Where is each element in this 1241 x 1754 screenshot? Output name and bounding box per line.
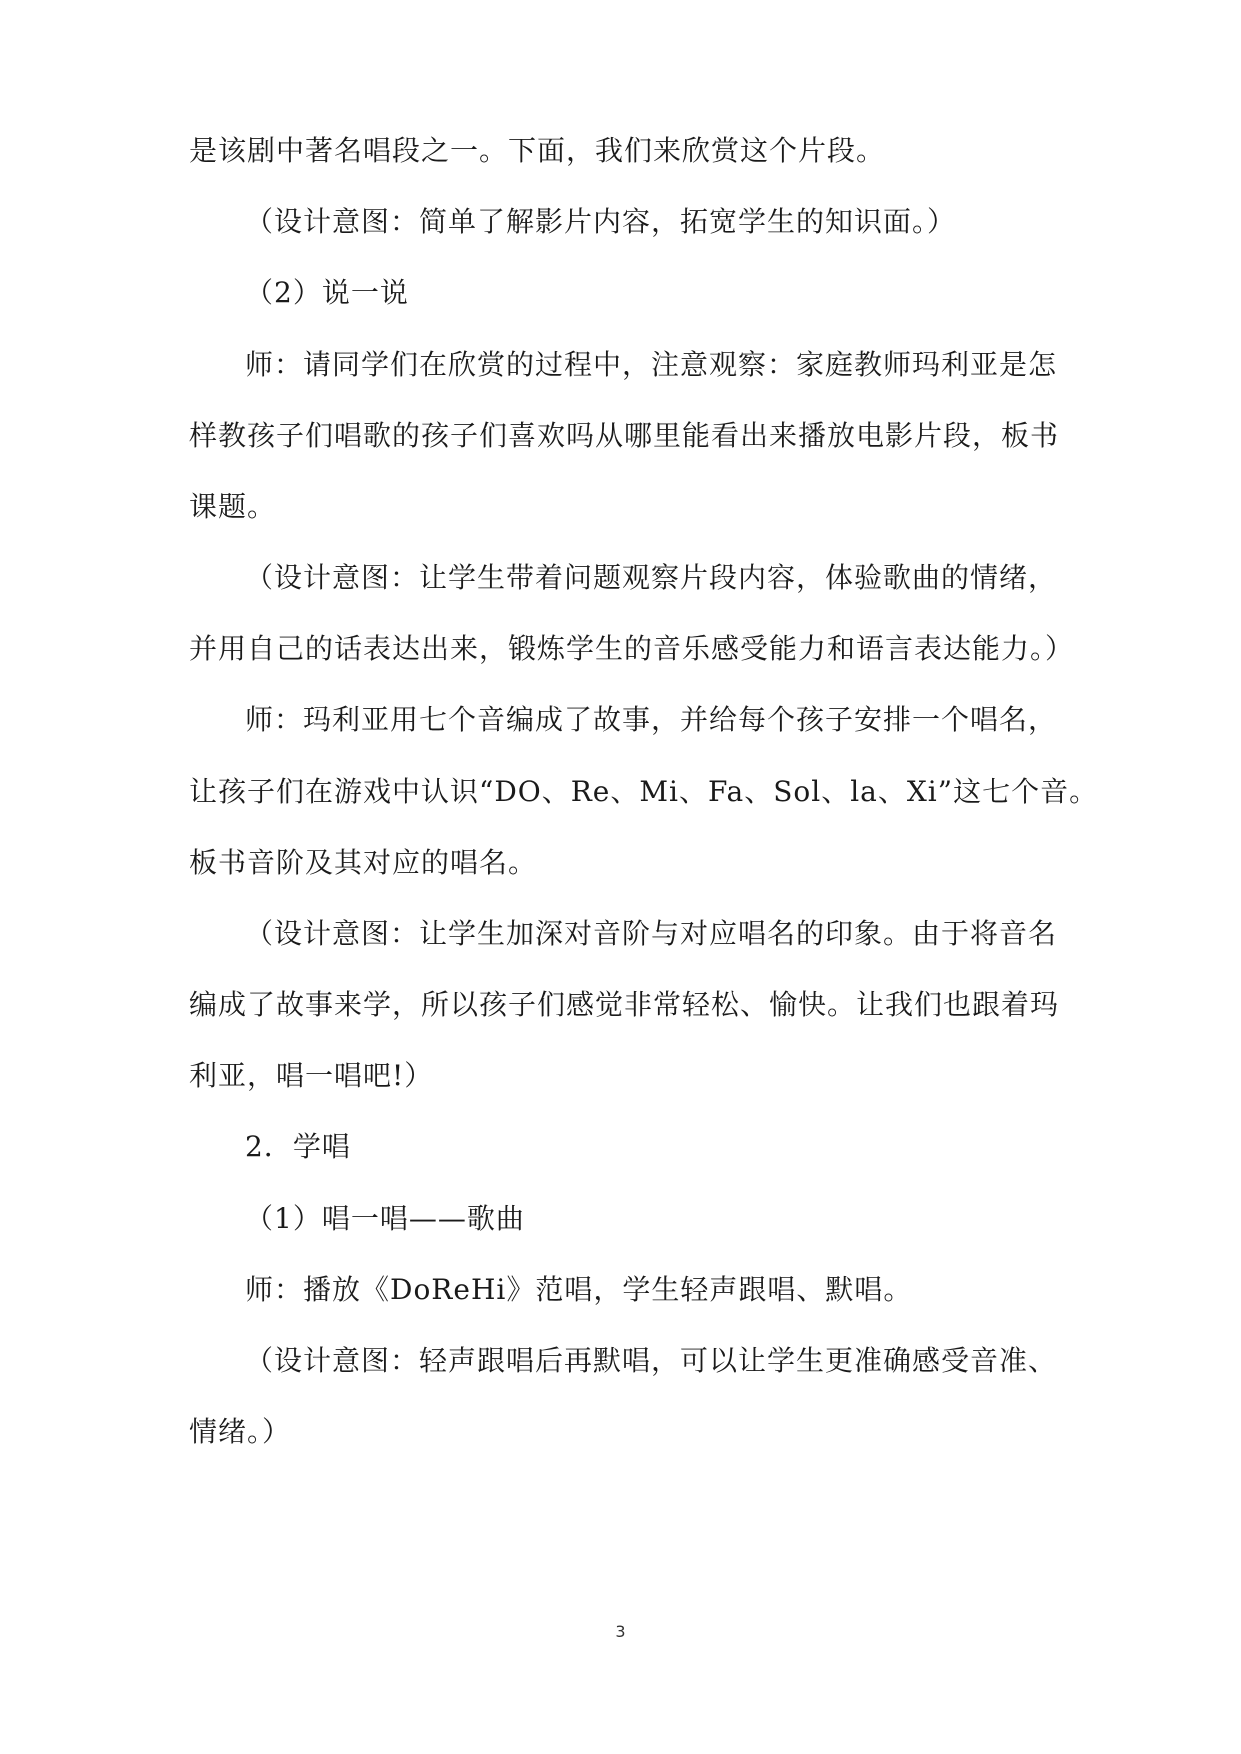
text-line: 让孩子们在游戏中认识“DO、Re、Mi、Fa、Sol、la、Xi”这七个音。 <box>189 775 1099 808</box>
text-line: 2．学唱 <box>245 1130 351 1163</box>
text-line: 编成了故事来学，所以孩子们感觉非常轻松、愉快。让我们也跟着玛 <box>189 988 1060 1021</box>
page-number: 3 <box>615 1622 626 1641</box>
text-line: 是该剧中著名唱段之一。下面，我们来欣赏这个片段。 <box>189 134 886 167</box>
text-line: （设计意图：轻声跟唱后再默唱，可以让学生更准确感受音准、 <box>245 1344 1058 1377</box>
text-line: 师：玛利亚用七个音编成了故事，并给每个孩子安排一个唱名， <box>245 703 1058 736</box>
text-line: 并用自己的话表达出来，锻炼学生的音乐感受能力和语言表达能力。） <box>189 632 1075 665</box>
text-line: 课题。 <box>189 490 277 523</box>
text-line: 利亚，唱一唱吧!） <box>189 1059 434 1092</box>
text-line: 情绪。） <box>189 1415 292 1448</box>
text-line: 师：请同学们在欣赏的过程中，注意观察：家庭教师玛利亚是怎 <box>245 348 1058 381</box>
text-line: （2）说一说 <box>245 276 409 309</box>
text-line: （1）唱一唱——歌曲 <box>245 1202 525 1235</box>
text-line: 师：播放《DoReHi》范唱，学生轻声跟唱、默唱。 <box>245 1273 913 1306</box>
text-line: 板书音阶及其对应的唱名。 <box>189 846 538 879</box>
text-line: （设计意图：让学生加深对音阶与对应唱名的印象。由于将音名 <box>245 917 1058 950</box>
text-line: （设计意图：简单了解影片内容，拓宽学生的知识面。） <box>245 205 957 238</box>
text-line: （设计意图：让学生带着问题观察片段内容，体验歌曲的情绪， <box>245 561 1058 594</box>
text-line: 样教孩子们唱歌的孩子们喜欢吗从哪里能看出来播放电影片段，板书 <box>189 419 1060 452</box>
